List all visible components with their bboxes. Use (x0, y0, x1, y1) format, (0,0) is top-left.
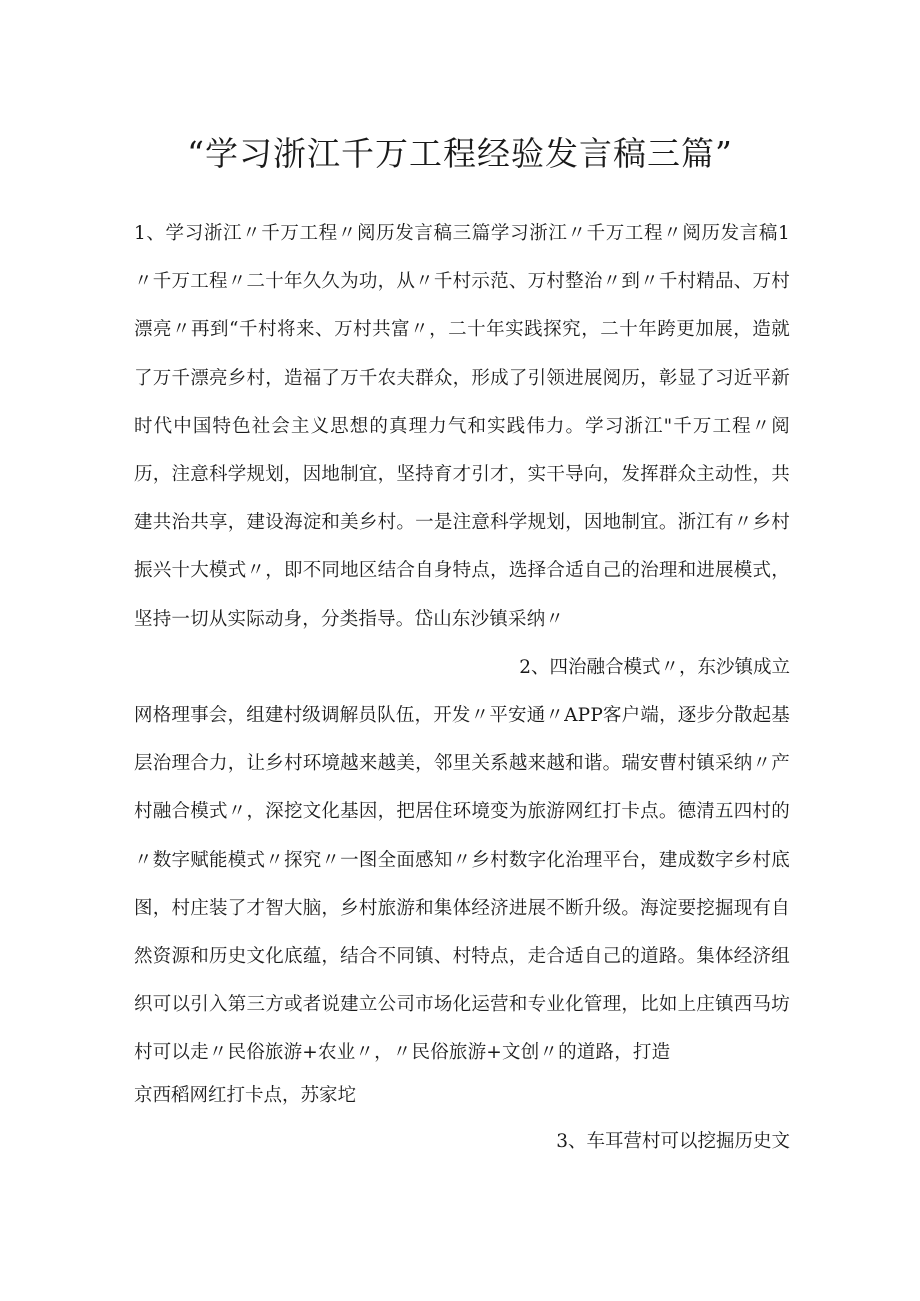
paragraph-2-heading: 2、四治融合模式〃，东沙镇成立 (519, 657, 790, 678)
document-title: “学习浙江千万工程经验发言稿三篇” (187, 134, 733, 173)
paragraph-3-heading: 3、车耳营村可以挖掘历史文 (556, 1131, 790, 1152)
paragraph-2: 网格理事会，组建村级调解员队伍，开发〃平安通〃APP客户端，逐步分散起基层治理合力，让乡村环境越来越美，邻里关系越来越和谐。瑞安曹村镇采纳〃产村融合模式〃，深挖文化基因，把居住环境变为旅游网红打卡点。德清五四村的〃数字赋能模式〃探究〃一图全面感知〃乡村数字化治理平台，建成数字乡村底图，村庄装了才智大脑，乡村旅游和集体经济进展不断升级。海淀要挖掘现有自然资源和历史文化底蕴，结合不同镇、村特点，走合适自己的道路。集体经济组织可以引入第三方或者说建立公司市场化运营和专业化管理，比如上庄镇西马坊村可以走〃民俗旅游+农业〃，〃民俗旅游+文创〃的道路，打造 (134, 705, 790, 1064)
paragraph-2-tail-line: 京西稻网红打卡点，苏家坨 (134, 1085, 357, 1106)
paragraph-1: 1、学习浙江〃千万工程〃阅历发言稿三篇学习浙江〃千万工程〃阅历发言稿1〃千万工程〃二十年久久为功，从〃千村示范、万村整治〃到〃千村精品、万村漂亮〃再到“千村将来、万村共富〃，二十年实践探究，二十年跨更加展，造就了万千漂亮乡村，造福了万千农夫群众，形成了引领进展阅历，彰显了习近平新时代中国特色社会主义思想的真理力气和实践伟力。学习浙江"千万工程〃阅历，注意科学规划，因地制宜，坚持育才引才，实干导向，发挥群众主动性，共建共治共享，建设海淀和美乡村。一是注意科学规划，因地制宜。浙江有〃乡村振兴十大模式〃，即不同地区结合自身特点，选择合适自己的治理和进展模式，坚持一切从实际动身，分类指导。岱山东沙镇采纳〃 (134, 223, 790, 630)
